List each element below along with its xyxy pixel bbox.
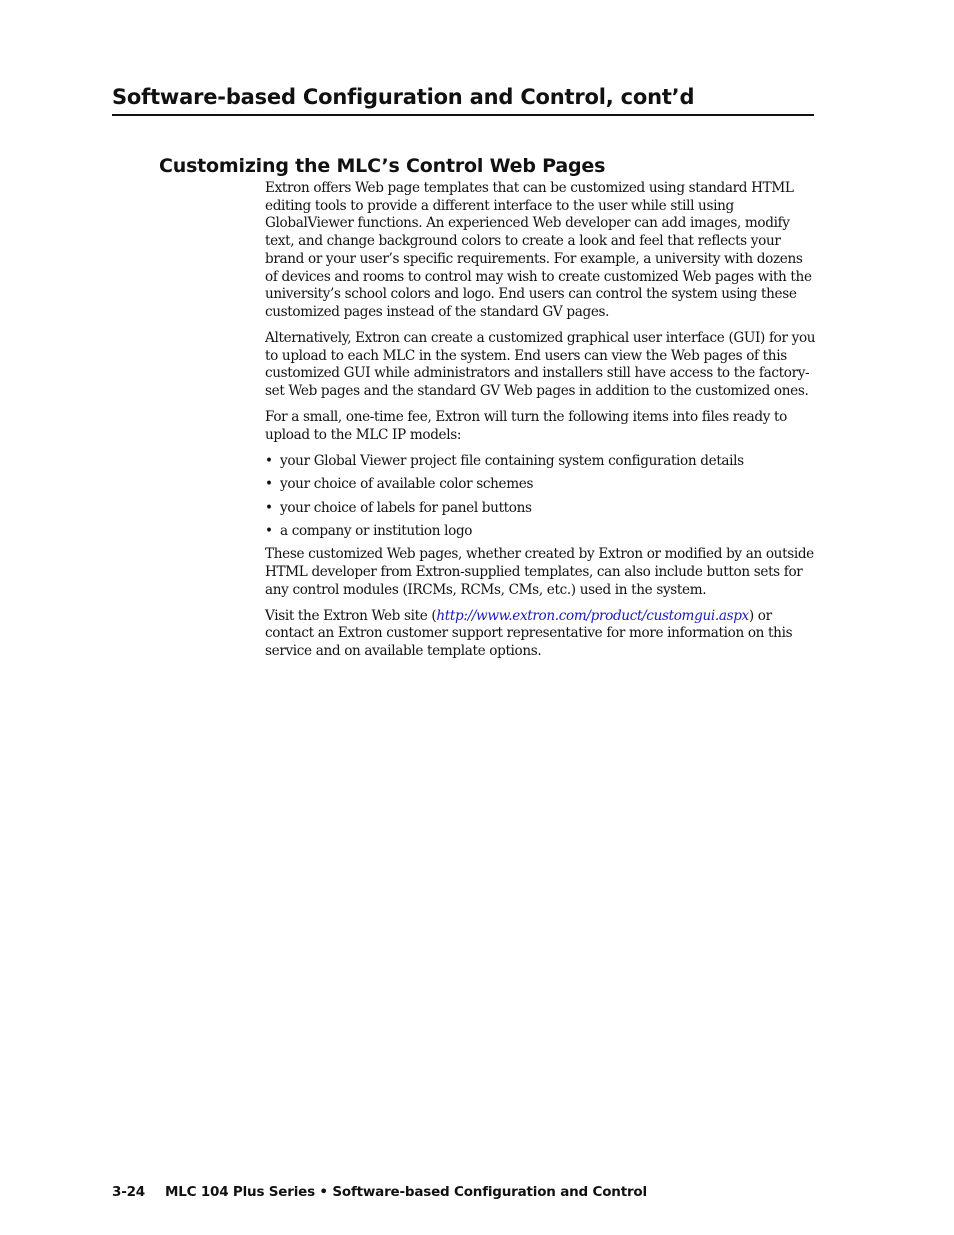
page-footer (112, 1182, 647, 1202)
list-item-text: your choice of available color schemes (280, 476, 534, 493)
section-title: Customizing the MLC’s Control Web Pages (159, 155, 606, 177)
visit-text-before: Visit the Extron Web site ( (265, 607, 437, 624)
items-list (265, 453, 817, 541)
page-number: 3-24 (112, 1184, 145, 1200)
footer-text: MLC 104 Plus Series • Software-based Configuration and Control (164, 1184, 647, 1200)
paragraph-alternative: Alternatively, Extron can create a customized graphical user interface (GUI) for you to upload to each MLC in the system. End users can view the Web pages of this customized GUI while administrators and installers still have access to the factory-set Web pages and the standard GV Web pages in addition to the customized ones. (265, 330, 816, 400)
bullet-icon: • (265, 522, 273, 539)
list-item-text: your Global Viewer project file containing system configuration details (280, 453, 744, 470)
page-header-title: Software-based Configuration and Control, cont’d (112, 85, 695, 109)
list-item-text: a company or institution logo (280, 522, 473, 539)
page-header (112, 82, 814, 116)
list-item (265, 476, 817, 494)
list-item (265, 523, 817, 541)
visit-text-after: ) or contact an Extron customer support representative for more information on this service and on available template options. (265, 607, 793, 660)
paragraph-visit (265, 608, 817, 661)
paragraph-templates: These customized Web pages, whether created by Extron or modified by an outside HTML developer from Extron-supplied templates, can also include button sets for any control modules (IRCMs, RCMs, CMs, etc.) used in the system. (265, 546, 814, 598)
paragraph-intro: Extron offers Web page templates that can be customized using standard HTML editing tools to provide a different interface to the user while still using GlobalViewer functions. An experienced Web developer can add images, modify text, and change background colors to create a look and feel that reflects your brand or your user’s specific requirements. For example, a university with dozens of devices and rooms to control may wish to create customized Web pages with the university’s school colors and logo. End users can control the system using these customized pages instead of the standard GV pages. (265, 180, 812, 320)
list-item (265, 500, 817, 518)
list-item (265, 453, 817, 471)
section-body (265, 180, 817, 669)
bullet-icon: • (265, 476, 273, 493)
paragraph-fee: For a small, one-time fee, Extron will turn the following items into files ready to upload to the MLC IP models: (265, 409, 788, 443)
bullet-icon: • (265, 453, 273, 470)
custom-gui-link[interactable]: http://www.extron.com/product/customgui.aspx (436, 607, 749, 624)
bullet-icon: • (265, 499, 273, 516)
list-item-text: your choice of labels for panel buttons (280, 499, 532, 516)
